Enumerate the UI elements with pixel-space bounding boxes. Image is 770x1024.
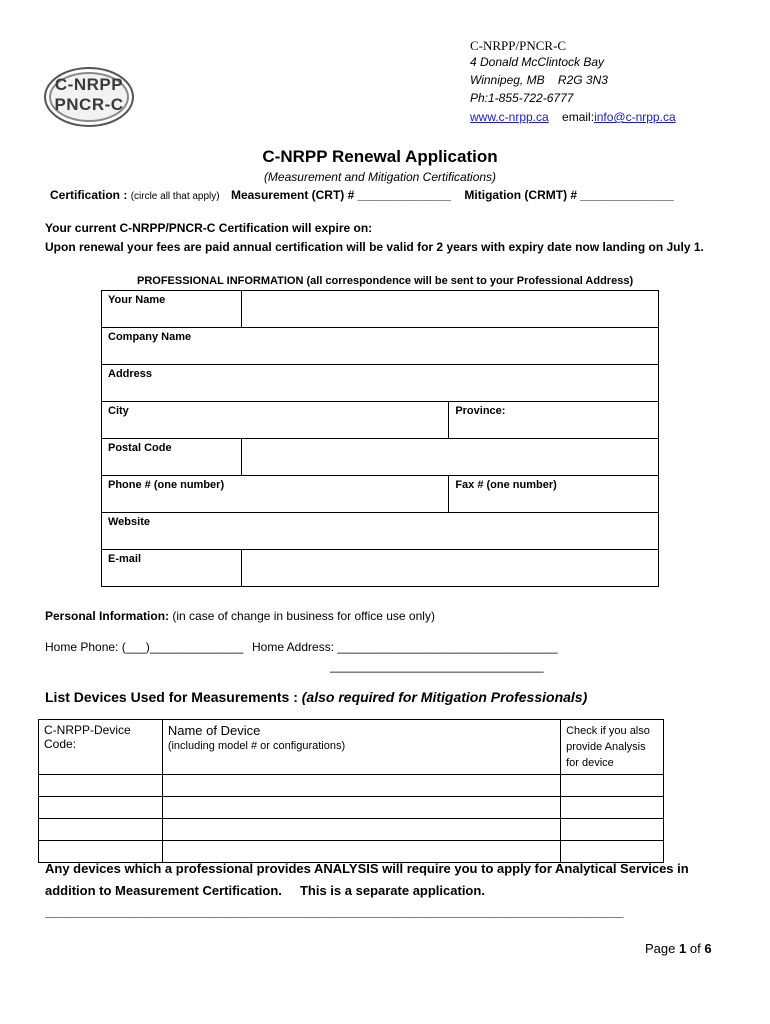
- org-phone: Ph:1-855-722-6777: [470, 91, 574, 105]
- renewal-note: Upon renewal your fees are paid annual certification will be valid for 2 years with expiry date now landing on July 1.: [45, 240, 704, 254]
- province-label: Province:: [455, 405, 506, 417]
- row-company: [102, 328, 659, 365]
- professional-table: [101, 290, 659, 587]
- page-of: of: [689, 941, 701, 956]
- phone-field[interactable]: [102, 476, 449, 513]
- company-name-field[interactable]: [102, 328, 659, 365]
- device-name-cell[interactable]: [162, 775, 560, 797]
- logo-text-top: C-NRPP: [54, 75, 124, 94]
- certification-line: [50, 188, 674, 202]
- device-code-cell[interactable]: [39, 841, 163, 863]
- device-code-cell[interactable]: [39, 775, 163, 797]
- personal-info-label: Personal Information:: [45, 609, 170, 623]
- row-phone: [102, 476, 659, 513]
- postal-code-label: Postal Code: [102, 439, 242, 476]
- website-link[interactable]: www.c-nrpp.ca: [470, 110, 549, 124]
- postal-code-input[interactable]: [241, 439, 658, 476]
- home-address-field[interactable]: Home Address: _________________________________: [252, 640, 558, 654]
- company-name-label: Company Name: [108, 331, 192, 343]
- analysis-notice-line2: addition to Measurement Certification. This is a separate application.: [45, 883, 485, 898]
- analysis-notice-line1: Any devices which a professional provides ANALYSIS will require you to apply for Analytical Services in: [45, 861, 689, 876]
- device-name-cell[interactable]: [162, 841, 560, 863]
- city-field[interactable]: [102, 402, 449, 439]
- your-name-input[interactable]: [241, 291, 658, 328]
- certification-note: (circle all that apply): [130, 191, 220, 202]
- professional-heading: PROFESSIONAL INFORMATION (all correspondence will be sent to your Professional Address): [137, 275, 634, 287]
- row-address: [102, 365, 659, 402]
- separator-rule: ________________________________________________________________________________: [45, 904, 624, 919]
- your-name-label: Your Name: [102, 291, 242, 328]
- device-name-cell[interactable]: [162, 819, 560, 841]
- fax-label: Fax # (one number): [455, 479, 557, 491]
- logo-text-bottom: PNCR-C: [54, 95, 124, 114]
- row-postal: [102, 439, 659, 476]
- analysis-check-cell[interactable]: [561, 797, 664, 819]
- home-phone-label: Home Phone: (: [45, 640, 126, 654]
- device-code-header: C-NRPP-Device Code:: [39, 720, 163, 775]
- device-row: [39, 841, 664, 863]
- org-contact-line: [470, 110, 676, 124]
- org-street: 4 Donald McClintock Bay: [470, 55, 605, 69]
- expire-text: Your current C-NRPP/PNCR-C Certification will expire on:: [45, 221, 373, 235]
- fax-field[interactable]: [449, 476, 659, 513]
- device-code-cell[interactable]: [39, 797, 163, 819]
- device-row: [39, 775, 664, 797]
- device-name-header: [162, 720, 560, 775]
- mitigation-field[interactable]: Mitigation (CRMT) # ______________: [464, 188, 674, 202]
- device-row: [39, 797, 664, 819]
- home-phone-field[interactable]: ___)______________: [125, 640, 244, 654]
- website-label: Website: [108, 516, 150, 528]
- analysis-check-cell[interactable]: [561, 841, 664, 863]
- address-field[interactable]: [102, 365, 659, 402]
- device-row: [39, 819, 664, 841]
- row-your-name: [102, 291, 659, 328]
- email-input[interactable]: [241, 550, 658, 587]
- home-phone-line: [45, 640, 243, 654]
- analysis-check-cell[interactable]: [561, 775, 664, 797]
- row-email: [102, 550, 659, 587]
- address-label: Address: [108, 368, 153, 380]
- form-subtitle: (Measurement and Mitigation Certifications): [263, 170, 497, 184]
- row-city: [102, 402, 659, 439]
- device-code-cell[interactable]: [39, 819, 163, 841]
- measurement-field[interactable]: Measurement (CRT) # ______________: [230, 188, 452, 202]
- org-name: C-NRPP/PNCR-C: [470, 38, 567, 53]
- devices-header-row: [39, 720, 664, 775]
- personal-info-line: [45, 609, 435, 623]
- device-name-note: (including model # or configurations): [167, 740, 346, 752]
- device-name-title: Name of Device: [167, 723, 261, 738]
- home-address-line2[interactable]: ________________________________: [330, 659, 544, 673]
- devices-heading-text: List Devices Used for Measurements :: [45, 689, 298, 705]
- devices-table: [38, 719, 664, 863]
- form-title: C-NRPP Renewal Application: [262, 147, 498, 166]
- certification-label: Certification :: [50, 188, 128, 202]
- org-city: Winnipeg, MB R2G 3N3: [470, 73, 608, 87]
- email-label: email:: [562, 110, 595, 124]
- page-current: 1: [679, 941, 687, 956]
- analysis-check-cell[interactable]: [561, 819, 664, 841]
- page-total: 6: [704, 941, 712, 956]
- website-field[interactable]: [102, 513, 659, 550]
- device-name-cell[interactable]: [162, 797, 560, 819]
- personal-info-note: (in case of change in business for office use only): [169, 609, 435, 623]
- page-prefix: Page: [645, 941, 676, 956]
- org-logo: [44, 67, 134, 127]
- row-website: [102, 513, 659, 550]
- email-field-label: E-mail: [102, 550, 242, 587]
- province-field[interactable]: [449, 402, 659, 439]
- city-label: City: [108, 405, 129, 417]
- phone-label: Phone # (one number): [108, 479, 225, 491]
- analysis-header: Check if you also provide Analysis for device: [561, 720, 664, 775]
- page-number: [645, 941, 712, 956]
- email-link[interactable]: info@c-nrpp.ca: [594, 110, 676, 124]
- devices-heading-note: (also required for Mitigation Professionals): [301, 689, 588, 705]
- devices-heading: [45, 689, 587, 705]
